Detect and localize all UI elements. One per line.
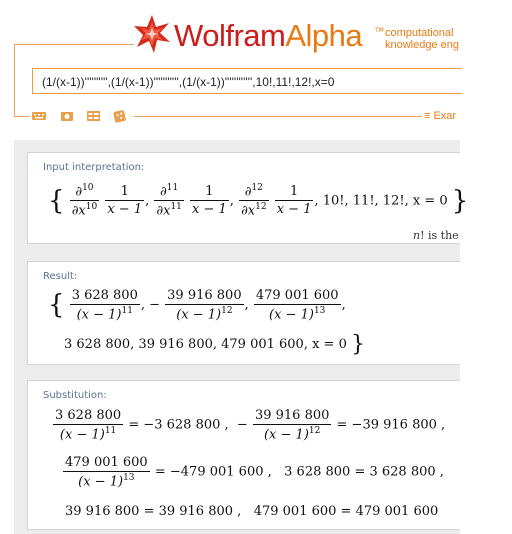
wolfram-alpha-wordmark[interactable] bbox=[174, 18, 362, 54]
equation: 479 001 600 = 479 001 600 bbox=[253, 504, 439, 519]
derivative-operator: $\frac{\partial^{11}}{\partial x^{11}}$ bbox=[156, 183, 182, 219]
pod-title: Input interpretation: bbox=[43, 162, 145, 173]
pod-result bbox=[27, 261, 460, 365]
substitution-row-1: $\frac{3 628 800}{(x - 1)^{11}}$ = −3 628 800 , − $\frac{39 916 800}{(x - 1)^{12}}$ = −39 916 800 , bbox=[55, 408, 446, 443]
fraction: $\frac{479 001 600}{(x - 1)^{13}}$ bbox=[65, 455, 148, 490]
input-tail: , 10!, 11!, 12!, x = 0 bbox=[314, 193, 448, 209]
result-row-2: 3 628 800, 39 916 800, 479 001 600, x = 0 } bbox=[64, 332, 365, 357]
pod-substitution bbox=[27, 380, 460, 530]
fraction: $\frac{1}{x - 1}$ bbox=[192, 184, 227, 218]
pod-footnote: n! is the bbox=[413, 229, 459, 242]
tagline-line2: knowledge eng bbox=[385, 39, 460, 51]
pod-title: Result: bbox=[43, 271, 78, 282]
equation: 3 628 800 = 3 628 800 , bbox=[284, 464, 444, 480]
keyboard-icon[interactable] bbox=[31, 109, 47, 123]
substitution-row-3 bbox=[65, 504, 438, 519]
frame-border bbox=[14, 116, 30, 117]
derivative-operator: $\frac{\partial^{12}}{\partial x^{12}}$ bbox=[241, 183, 267, 219]
fraction: $\frac{3 628 800}{(x - 1)^{11}}$ bbox=[71, 288, 138, 323]
camera-icon[interactable] bbox=[60, 109, 74, 123]
fraction: $\frac{39 916 800}{(x - 1)^{12}}$ bbox=[167, 288, 242, 323]
fraction: $\frac{39 916 800}{(x - 1)^{12}}$ bbox=[254, 408, 330, 443]
left-brace: { bbox=[48, 185, 65, 216]
right-brace: } bbox=[451, 185, 469, 216]
wolfram-spikey-logo-icon[interactable] bbox=[132, 14, 172, 54]
pod-input-interpretation bbox=[27, 152, 469, 244]
table-icon[interactable] bbox=[86, 109, 101, 123]
equation-rhs: = −39 916 800 , bbox=[336, 417, 446, 433]
left-brace: { bbox=[48, 290, 65, 321]
substitution-row-2 bbox=[62, 455, 444, 489]
result-row-1: { $\frac{3 628 800}{(x - 1)^{11}}$ , − $\frac{39 916 800}{(x - 1)^{12}}$ , $\frac{479 001 600}{(x - 1)^{13}}$ , bbox=[48, 288, 346, 323]
equation-rhs: = −3 628 800 , bbox=[128, 417, 229, 433]
brand-primary: Wolfram bbox=[174, 18, 286, 53]
frame-border bbox=[14, 44, 134, 45]
frame-border bbox=[14, 44, 15, 116]
brand-secondary: Alpha bbox=[285, 18, 363, 53]
fraction: $\frac{1}{x - 1}$ bbox=[276, 184, 312, 218]
fraction: $\frac{1}{x - 1}$ bbox=[107, 184, 143, 218]
fraction: $\frac{3 628 800}{(x - 1)^{11}}$ bbox=[55, 408, 122, 443]
equation: 39 916 800 = 39 916 800 , bbox=[65, 504, 242, 519]
examples-link[interactable]: ≡ Exar bbox=[424, 110, 457, 122]
fraction: $\frac{479 001 600}{(x - 1)^{13}}$ bbox=[255, 288, 339, 323]
derivative-operator: $\frac{\partial^{10}}{\partial x^{10}}$ bbox=[71, 183, 98, 219]
tagline-line1: computational bbox=[385, 27, 454, 39]
right-brace: } bbox=[351, 332, 365, 357]
trademark-mark: TM bbox=[375, 27, 384, 34]
frame-border bbox=[134, 116, 422, 117]
equation-rhs: = −479 001 600 , bbox=[154, 464, 272, 480]
query-input-value[interactable]: (1/(x-1))'''''''''',(1/(x-1))''''''''''',(1/(x-1))'''''''''''',10!,11!,12!,x=0 bbox=[42, 75, 335, 89]
pod-title: Substitution: bbox=[43, 390, 107, 401]
tagline bbox=[385, 27, 459, 51]
dice-icon[interactable] bbox=[112, 109, 129, 123]
input-expression: { $\frac{\partial^{10}}{\partial x^{10}}$ $\frac{1}{x - 1}$ , $\frac{\partial^{11}}{\partial x^{11}}$ $\frac{1}{x - 1}$ , $\frac{\partial^{12}}{\partial x^{12}}$ $\frac{1}{x - 1}$ , 10!, 11!, 12!, x = 0 } bbox=[48, 183, 469, 219]
